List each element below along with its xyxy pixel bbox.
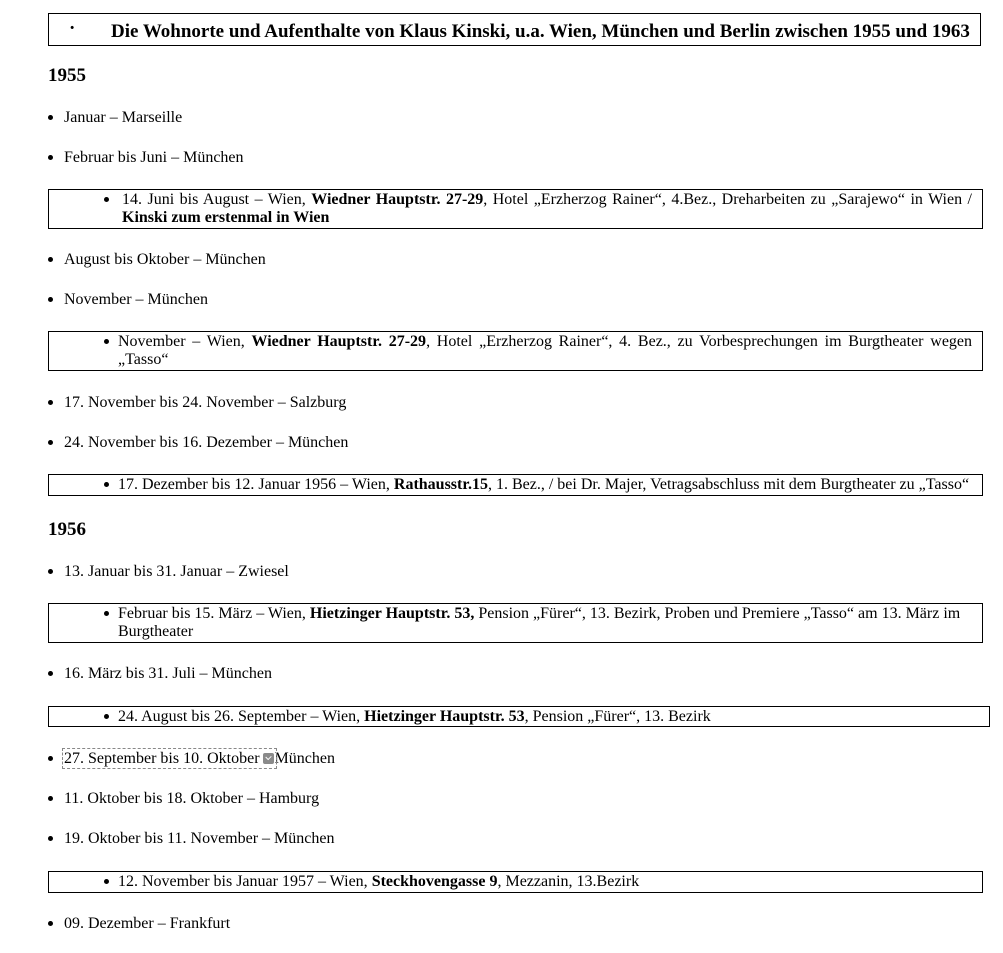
vienna-entry-box — [48, 189, 983, 229]
list-item: 19. Oktober bis 11. November – München — [64, 830, 335, 847]
title-bullet: · — [69, 18, 76, 39]
vienna-entry: 14. Juni bis August – Wien, Wiedner Hauptstr. 27-29, Hotel „Erzherzog Rainer“, 4.Bez., Dreharbeiten zu „Sarajewo“ in Wien / Kinski zum erstenmal in Wien — [122, 191, 972, 226]
list-item[interactable]: 27. September bis 10. Oktober München — [64, 750, 335, 767]
list-item: 09. Dezember – Frankfurt — [64, 915, 231, 932]
list-item: August bis Oktober – München — [64, 251, 266, 268]
list-item: 16. März bis 31. Juli – München — [64, 665, 272, 682]
vienna-entry: 12. November bis Januar 1957 – Wien, Steckhovengasse 9, Mezzanin, 13.Bezirk — [118, 873, 972, 891]
vienna-entry-box — [48, 331, 983, 371]
list-item: Februar bis Juni – München — [64, 149, 244, 166]
list-item: 13. Januar bis 31. Januar – Zwiesel — [64, 563, 289, 580]
vienna-entry: 24. August bis 26. September – Wien, Hietzinger Hauptstr. 53, Pension „Fürer“, 13. Bezirk — [118, 708, 979, 726]
list-item: Januar – Marseille — [64, 109, 183, 126]
check-icon[interactable] — [263, 753, 274, 764]
vienna-entry-box — [48, 871, 983, 893]
list-item: 17. November bis 24. November – Salzburg — [64, 394, 347, 411]
vienna-entry: Februar bis 15. März – Wien, Hietzinger Hauptstr. 53, Pension „Fürer“, 13. Bezirk, Proben und Premiere „Tasso“ am 13. März im Burgtheater — [118, 605, 972, 641]
year-heading-1955: 1955 — [48, 65, 86, 86]
list-item: 11. Oktober bis 18. Oktober – Hamburg — [64, 790, 320, 807]
selected-text[interactable]: 27. September bis 10. Oktober — [64, 750, 275, 767]
vienna-entry: 17. Dezember bis 12. Januar 1956 – Wien, Rathausstr.15, 1. Bez., / bei Dr. Majer, Vetragsabschluss mit dem Burgtheater zu „Tasso“ — [118, 476, 972, 494]
document-title — [48, 13, 981, 46]
list-item: November – München — [64, 291, 208, 308]
vienna-entry: November – Wien, Wiedner Hauptstr. 27-29, Hotel „Erzherzog Rainer“, 4. Bez., zu Vorbesprechungen im Burgtheater wegen „Tasso“ — [118, 333, 973, 368]
vienna-entry-box — [48, 474, 983, 496]
vienna-entry-box — [48, 706, 990, 727]
list-item: 24. November bis 16. Dezember – München — [64, 434, 349, 451]
year-heading-1956: 1956 — [48, 519, 86, 540]
vienna-entry-box — [48, 603, 983, 643]
title-text: Die Wohnorte und Aufenthalte von Klaus Kinski, u.a. Wien, München und Berlin zwischen 1955 und 1963 — [111, 21, 970, 42]
